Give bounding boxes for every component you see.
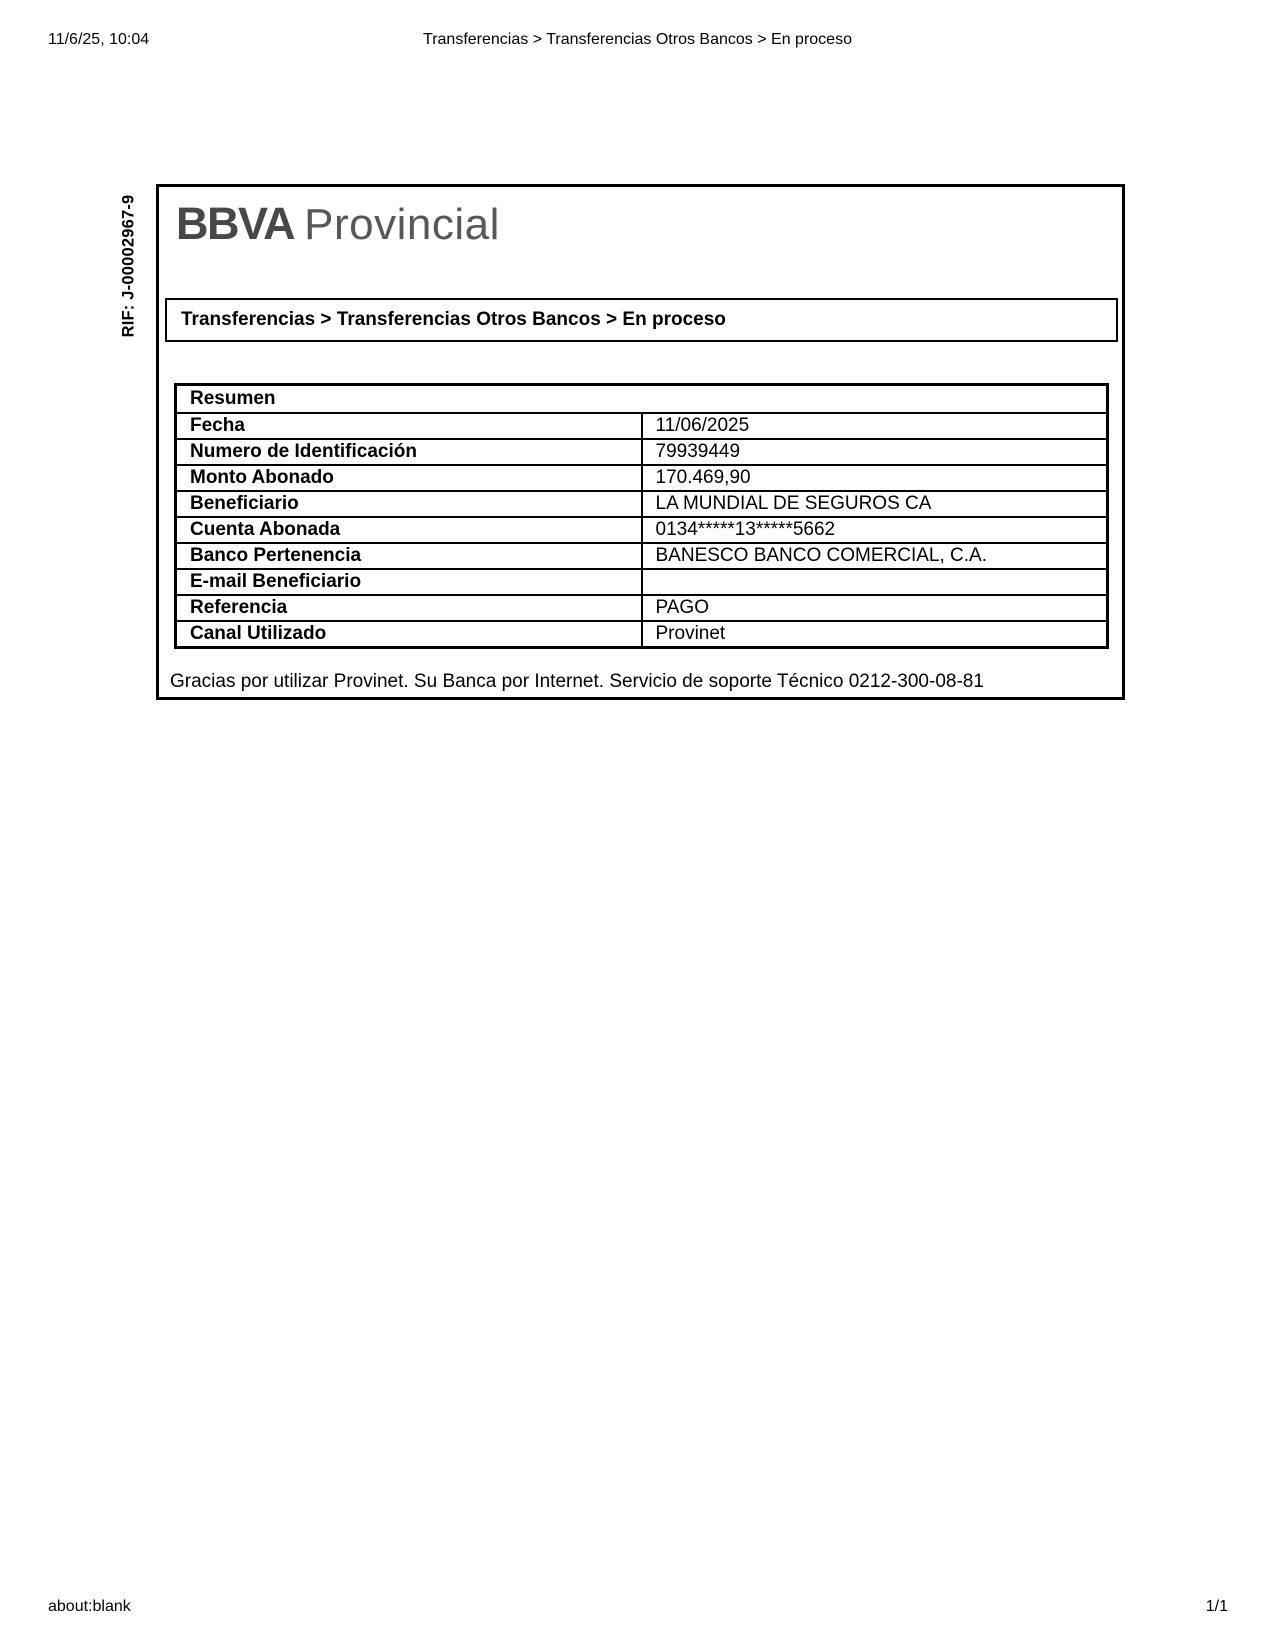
row-label: Beneficiario — [176, 491, 642, 517]
table-row — [176, 413, 1108, 439]
print-header-datetime: 11/6/25, 10:04 — [48, 31, 150, 48]
breadcrumb-text: Transferencias > Transferencias Otros Bancos > En proceso — [181, 309, 726, 330]
table-row — [176, 595, 1108, 621]
footer-note: Gracias por utilizar Provinet. Su Banca por Internet. Servicio de soporte Técnico 0212-300-08-81 — [170, 671, 984, 692]
row-value: LA MUNDIAL DE SEGUROS CA — [642, 491, 1108, 517]
logo-provincial-wordmark: Provincial — [304, 200, 500, 249]
table-row — [176, 569, 1108, 595]
row-value: 170.469,90 — [642, 465, 1108, 491]
summary-title-row — [176, 385, 1108, 413]
row-label: Banco Pertenencia — [176, 543, 642, 569]
table-row — [176, 491, 1108, 517]
table-row — [176, 465, 1108, 491]
table-row — [176, 543, 1108, 569]
row-label: Fecha — [176, 413, 642, 439]
row-value: 79939449 — [642, 439, 1108, 465]
row-label: Numero de Identificación — [176, 439, 642, 465]
bbva-provincial-logo — [176, 198, 500, 249]
receipt-frame — [156, 184, 1125, 700]
row-value: 0134*****13*****5662 — [642, 517, 1108, 543]
row-label: Cuenta Abonada — [176, 517, 642, 543]
rif-vertical-label: RIF: J-00002967-9 — [119, 194, 138, 338]
row-value: PAGO — [642, 595, 1108, 621]
table-row — [176, 439, 1108, 465]
row-label: Monto Abonado — [176, 465, 642, 491]
table-row — [176, 621, 1108, 648]
row-value: Provinet — [642, 621, 1108, 648]
print-header-title: Transferencias > Transferencias Otros Bancos > En proceso — [423, 31, 852, 48]
logo-bbva-wordmark: BBVA — [176, 198, 295, 249]
print-footer-url: about:blank — [48, 1598, 131, 1615]
print-footer-page: 1/1 — [1205, 1598, 1228, 1615]
table-row — [176, 517, 1108, 543]
breadcrumb — [165, 298, 1118, 342]
row-label: Referencia — [176, 595, 642, 621]
summary-title: Resumen — [176, 385, 1108, 413]
row-value: 11/06/2025 — [642, 413, 1108, 439]
row-value — [642, 569, 1108, 595]
row-value: BANESCO BANCO COMERCIAL, C.A. — [642, 543, 1108, 569]
summary-table — [174, 383, 1109, 649]
row-label: Canal Utilizado — [176, 621, 642, 648]
row-label: E-mail Beneficiario — [176, 569, 642, 595]
